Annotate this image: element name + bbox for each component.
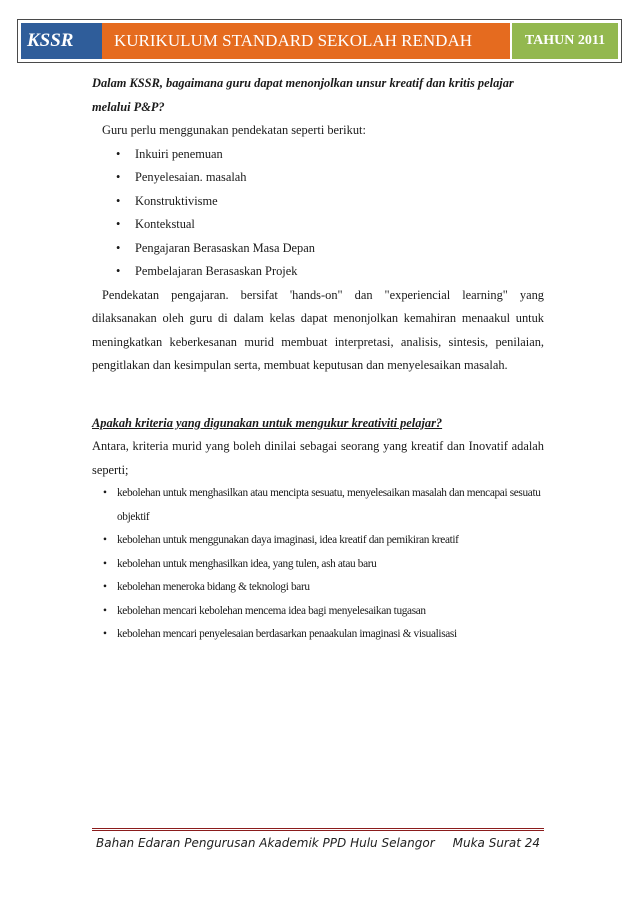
section1-question-line1: Dalam KSSR, bagaimana guru dapat menonjolkan unsur kreatif dan kritis pelajar	[92, 76, 514, 90]
bullet-icon: •	[116, 193, 121, 208]
list-item-text: Pembelajaran Berasaskan Projek	[135, 264, 298, 278]
list-item-text: Kontekstual	[135, 217, 195, 231]
bullet-icon: •	[103, 581, 107, 593]
footer-page-number: Muka Surat 24	[452, 836, 540, 850]
list-item	[92, 482, 544, 529]
list-item	[92, 553, 544, 577]
list-item-text: kebolehan mencari kebolehan mencema idea bagi menyelesaikan tugasan	[117, 604, 426, 617]
bullet-icon: •	[116, 146, 121, 161]
list-item-text: Inkuiri penemuan	[135, 146, 223, 161]
section2-question: Apakah kriteria yang digunakan untuk mengukur kreativiti pelajar?	[92, 415, 443, 430]
list-item	[92, 143, 544, 167]
section1-paragraph	[92, 284, 544, 378]
criteria-list	[92, 482, 544, 647]
bullet-icon: •	[116, 170, 121, 184]
list-item	[92, 529, 544, 553]
list-item-text: kebolehan mencari penyelesaian berdasarkan penaakulan imaginasi & visualisasi	[117, 628, 457, 640]
list-item-text: kebolehan untuk menghasilkan atau mencipta sesuatu, menyelesaikan masalah dan mencapai sesuatu objektif	[117, 487, 541, 523]
list-item-text: kebolehan untuk menghasilkan idea, yang tulen, ash atau baru	[117, 557, 377, 570]
section1-paragraph-text: Pendekatan pengajaran. bersifat 'hands-on" dan "experiencial learning" yang dilaksanakan oleh guru di dalam kelas dapat menonjolkan kemahiran menaakul untuk meningkatkan keberkesanan murid membuat interpretasi, analisis, sintesis, penilaian, pengitlakan dan kesimpulan serta, membuat keputusan dan menyelesaikan masalah.	[92, 287, 544, 372]
list-item	[92, 213, 544, 237]
list-item-text: Penyelesaian. masalah	[135, 170, 247, 184]
approach-list	[92, 143, 544, 284]
section1-intro: Guru perlu menggunakan pendekatan seperti berikut:	[102, 123, 366, 137]
section1-question	[92, 72, 544, 119]
section2-intro: Antara, kriteria murid yang boleh dinilai sebagai seorang yang kreatif dan Inovatif adalah seperti;	[92, 439, 544, 477]
list-item	[92, 190, 544, 214]
header-kssr-label: KSSR	[21, 23, 102, 59]
bullet-icon: •	[103, 604, 107, 617]
list-item-text: Pengajaran Berasaskan Masa Depan	[135, 240, 315, 255]
bullet-icon: •	[103, 487, 107, 499]
bullet-icon: •	[116, 240, 121, 255]
footer-source: Bahan Edaran Pengurusan Akademik PPD Hulu Selangor	[96, 836, 435, 850]
list-item	[92, 576, 544, 600]
header-year: TAHUN 2011	[512, 23, 618, 59]
section1-question-line2: melalui P&P?	[92, 99, 165, 114]
list-item	[92, 237, 544, 261]
list-item-text: kebolehan untuk menggunakan daya imaginasi, idea kreatif dan pemikiran kreatif	[117, 534, 459, 546]
bullet-icon: •	[103, 534, 107, 546]
list-item	[92, 166, 544, 190]
page-footer	[92, 828, 544, 850]
list-item	[92, 623, 544, 647]
bullet-icon: •	[103, 557, 107, 570]
bullet-icon: •	[116, 264, 121, 278]
header-title: KURIKULUM STANDARD SEKOLAH RENDAH	[102, 23, 510, 59]
page-content	[92, 72, 544, 647]
list-item-text: kebolehan meneroka bidang & teknologi baru	[117, 581, 310, 593]
list-item-text: Konstruktivisme	[135, 193, 218, 208]
bullet-icon: •	[103, 628, 107, 640]
section2	[92, 412, 544, 647]
list-item	[92, 260, 544, 284]
list-item	[92, 600, 544, 624]
page-header	[17, 19, 622, 63]
bullet-icon: •	[116, 217, 121, 231]
